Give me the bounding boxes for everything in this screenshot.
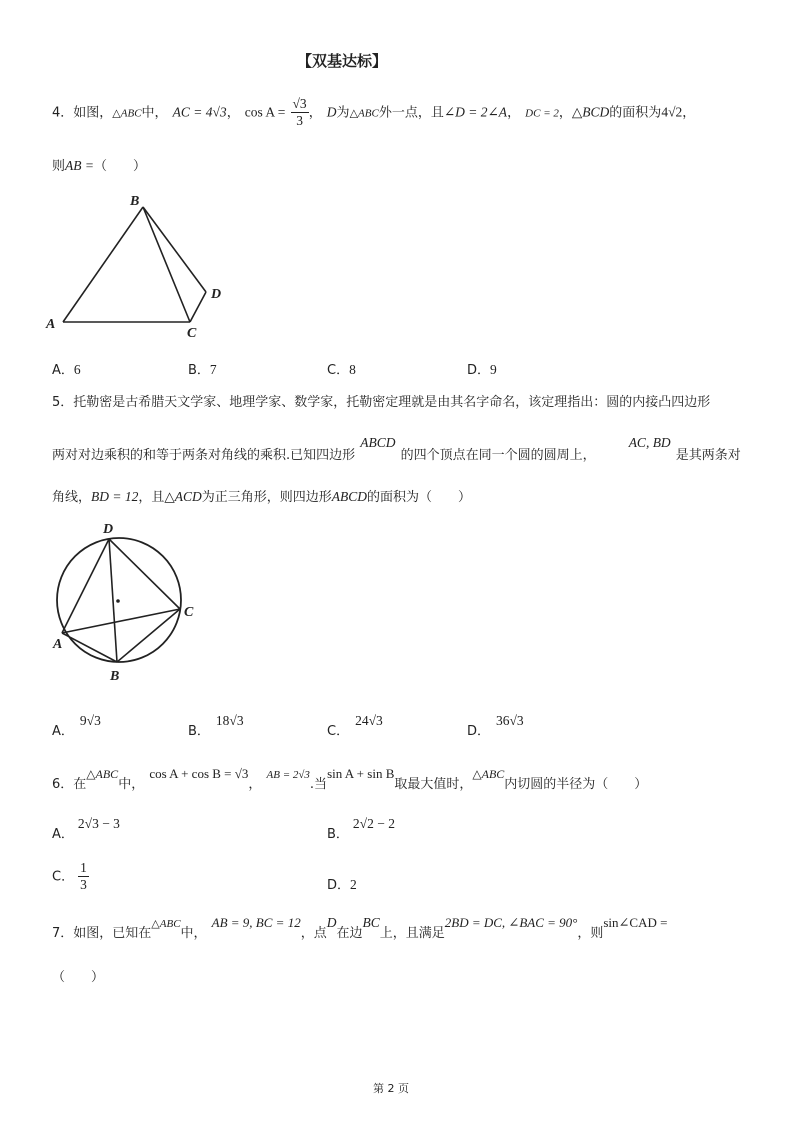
fraction-numerator: 1 xyxy=(80,860,87,875)
q4-segment-ab xyxy=(63,207,143,322)
q4-text: ， xyxy=(682,105,696,121)
q5-quad-abcd: ABCD xyxy=(360,435,396,450)
q5-text: 两对对边乘积的和等于两条对角线的乘积.已知四边形 xyxy=(52,448,356,463)
q6-text: ， xyxy=(248,777,262,792)
q4-text: 为 xyxy=(336,105,350,121)
q6-text: 在 xyxy=(73,777,87,792)
q4-cos-denominator: 3 xyxy=(296,112,303,128)
q6-triangle-abc: △ABC xyxy=(86,767,119,781)
option-value: 9√3 xyxy=(79,713,101,728)
q4-segment-dc xyxy=(190,292,206,322)
q4-triangle-bcd: △BCD xyxy=(571,104,610,120)
q7-text: 中， xyxy=(180,926,207,941)
section-title: 【双基达标】 xyxy=(297,52,388,70)
q7-side-bc: BC xyxy=(362,915,380,930)
option-label: A． xyxy=(52,724,74,739)
option-label: A． xyxy=(52,363,74,378)
q5-segment-ab xyxy=(62,633,117,662)
q5-option-c[interactable] xyxy=(327,710,383,739)
q4-label-c: C xyxy=(187,326,197,340)
q7-number: 7． xyxy=(52,926,74,941)
q5-segment-ac xyxy=(62,609,180,633)
q7-answer-blank: （ ） xyxy=(52,970,105,985)
q4-text: 中， xyxy=(141,105,168,121)
q5-text: 托勒密是古希腊天文学家、地理学家、数学家，托勒密定理就是由其名字命名，该定理指出：圆的内接凸四边形 xyxy=(73,395,711,410)
q7-condition: 2BD = DC, ∠BAC = 90° xyxy=(444,915,578,930)
q7-triangle-abc: △ABC xyxy=(151,918,181,930)
fraction-denominator: 3 xyxy=(80,876,87,892)
question-5-line-2 xyxy=(52,434,741,463)
q6-text: 取最大值时， xyxy=(394,777,473,792)
q4-triangle-abc: △ABC xyxy=(349,107,379,120)
q4-angle-expression: ∠D = 2∠A xyxy=(443,104,508,120)
option-value: 8 xyxy=(349,362,356,377)
q4-option-d[interactable] xyxy=(467,359,497,378)
q4-text: 的面积为 xyxy=(609,105,662,121)
q5-figure xyxy=(40,517,210,685)
q7-text: ，则 xyxy=(577,926,604,941)
q5-label-c: C xyxy=(184,605,194,620)
q6-option-d[interactable] xyxy=(327,874,357,893)
option-value: 2√3 − 3 xyxy=(77,816,120,831)
q5-quad-abcd: ABCD xyxy=(331,489,368,504)
option-label: C． xyxy=(327,724,350,739)
q5-option-b[interactable] xyxy=(188,710,244,739)
q5-text: ，且 xyxy=(138,490,165,505)
q4-segment-bd xyxy=(143,207,206,292)
q6-number: 6． xyxy=(52,777,74,792)
q4-text: ， xyxy=(507,105,521,121)
q4-text: 则 xyxy=(52,159,66,174)
q4-answer-blank: （ ） xyxy=(94,159,147,174)
q5-number: 5． xyxy=(52,395,74,410)
q6-text: 内切圆的半径为（ ） xyxy=(504,777,648,792)
option-value: 18√3 xyxy=(215,713,244,728)
q6-option-b[interactable] xyxy=(327,813,395,842)
q5-center-point xyxy=(116,599,120,603)
q4-text: ， xyxy=(558,105,572,121)
option-value: 6 xyxy=(73,362,81,377)
q4-text: ， xyxy=(308,105,322,121)
q6-text: 中， xyxy=(118,777,145,792)
q4-option-c[interactable] xyxy=(327,359,356,378)
q5-text: 的四个顶点在同一个圆的圆周上， xyxy=(400,448,596,463)
question-4-line-1 xyxy=(52,97,695,127)
q4-ac-expression: AC = 4√3 xyxy=(172,104,227,120)
q4-cos-numerator: √3 xyxy=(292,96,307,111)
q5-segment-da xyxy=(62,539,109,633)
q5-option-d[interactable] xyxy=(467,710,524,739)
q4-label-d: D xyxy=(211,287,222,302)
q5-label-d: D xyxy=(103,522,114,537)
q7-text: 如图，已知在 xyxy=(73,926,152,941)
question-5-line-1 xyxy=(52,391,710,410)
option-label: D． xyxy=(467,724,491,739)
q4-option-a[interactable] xyxy=(52,359,81,378)
q7-point-d: D xyxy=(326,915,337,930)
q4-label-b: B xyxy=(130,194,140,209)
q4-label-a: A xyxy=(46,317,56,332)
q4-dc-expression: DC = 2 xyxy=(525,107,559,120)
q4-option-b[interactable] xyxy=(188,359,217,378)
q5-segment-db xyxy=(109,539,117,662)
q7-text: 上，且满足 xyxy=(379,926,445,941)
q6-cos-expression: cos A + cos B = √3 xyxy=(149,766,249,781)
question-5-line-3 xyxy=(52,486,471,505)
q4-text: 如图， xyxy=(73,105,113,121)
q5-segment-dc xyxy=(109,539,180,609)
q6-triangle-abc: △ABC xyxy=(472,767,505,781)
q6-sin-expression: sin A + sin B xyxy=(327,766,395,781)
page-footer: 第 2 页 xyxy=(373,1082,409,1095)
option-label: B． xyxy=(327,827,349,842)
q4-triangle-abc: △ABC xyxy=(112,107,142,120)
q4-ab-expression: AB = xyxy=(65,158,94,173)
q6-option-c-fraction xyxy=(78,861,89,891)
q4-cos-lhs: cos A = xyxy=(244,104,286,120)
q6-text: .当 xyxy=(309,777,328,792)
question-4-line-2 xyxy=(52,155,146,174)
q6-ab-expression: AB = 2√3 xyxy=(266,769,310,781)
option-value: 2√2 − 2 xyxy=(352,816,395,831)
q4-text: 外一点，且 xyxy=(378,105,444,121)
q7-text: 在边 xyxy=(336,926,363,941)
question-7-line-1 xyxy=(52,912,668,941)
q5-text: 的面积为（ ） xyxy=(367,490,472,505)
q6-option-c[interactable] xyxy=(52,861,89,891)
option-value: 36√3 xyxy=(496,713,524,728)
q5-label-a: A xyxy=(53,637,63,652)
option-value: 24√3 xyxy=(355,713,383,728)
q5-triangle-acd: △ACD xyxy=(164,489,202,504)
q7-text: ，点 xyxy=(300,926,327,941)
option-label: C． xyxy=(327,363,350,378)
q4-segment-bc xyxy=(143,207,190,322)
q5-text: 是其两条对 xyxy=(675,448,741,463)
q7-lengths: AB = 9, BC = 12 xyxy=(211,915,301,930)
option-label: B． xyxy=(188,724,210,739)
option-label: D． xyxy=(327,878,351,893)
option-value: 2 xyxy=(350,877,357,892)
q5-label-b: B xyxy=(110,669,120,684)
q5-text: 角线， xyxy=(52,490,92,505)
q4-number: 4． xyxy=(52,105,74,121)
q4-cos-fraction xyxy=(291,97,309,127)
q7-sin-expression: sin∠CAD = xyxy=(603,915,668,930)
option-label: A． xyxy=(52,827,74,842)
option-value: 7 xyxy=(209,362,217,377)
option-label: D． xyxy=(467,363,491,378)
option-label: B． xyxy=(188,363,210,378)
option-value: 9 xyxy=(490,362,497,377)
q5-bd-expression: BD = 12 xyxy=(91,489,139,504)
q4-point-d: D xyxy=(326,104,337,120)
question-6-line-1 xyxy=(52,763,648,792)
q4-figure xyxy=(40,185,240,340)
q6-option-a[interactable] xyxy=(52,813,120,842)
q4-text: ， xyxy=(226,105,240,121)
q5-diagonals: AC, BD xyxy=(628,435,671,450)
q4-area-expression: 4√2 xyxy=(661,104,683,120)
option-label: C． xyxy=(52,869,75,885)
q5-text: 为正三角形，则四边形 xyxy=(201,490,332,505)
q5-option-a[interactable] xyxy=(52,710,101,739)
